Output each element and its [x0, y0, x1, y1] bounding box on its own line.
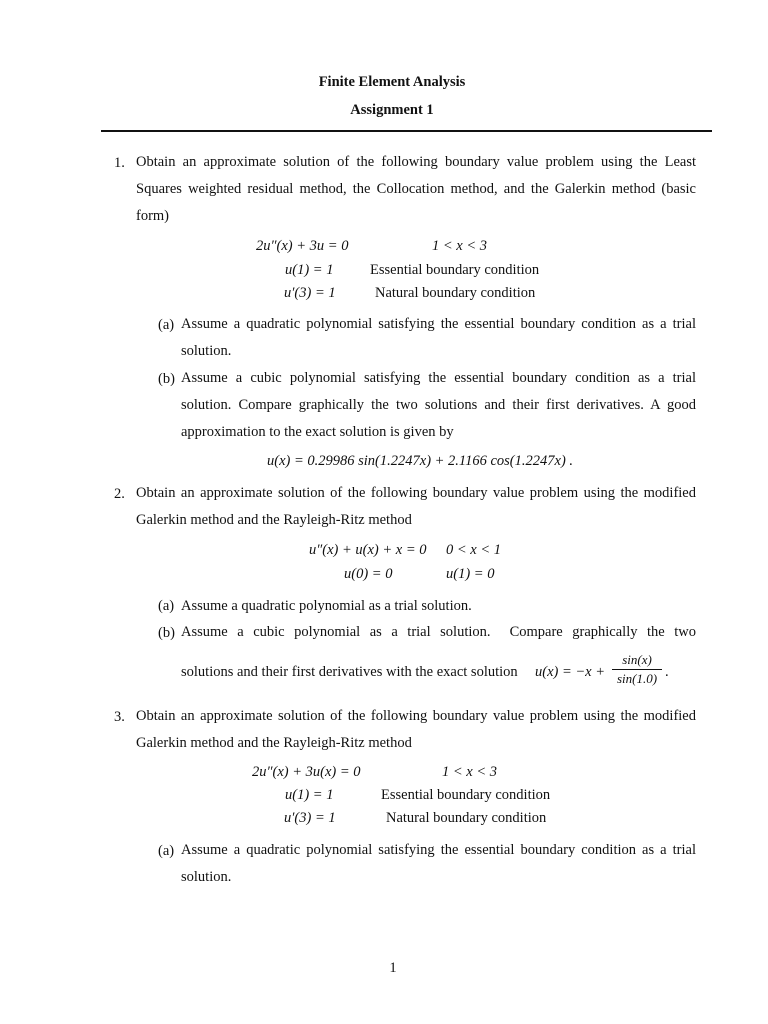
problem-2-part-b-line-1: Assume a cubic polynomial as a trial solution. Compare graphically the two	[181, 624, 696, 640]
problem-3-essential-label: Essential boundary condition	[381, 787, 551, 803]
problem-2-line-2: Galerkin method and the Rayleigh-Ritz method	[136, 512, 412, 528]
problem-3-equation-1: 2u″(x) + 3u(x) = 0	[252, 764, 361, 780]
problem-2-exact-numerator: sin(x)	[622, 652, 652, 667]
problem-1-part-a-text	[181, 311, 696, 365]
problem-1-part-b-line-1: Assume a cubic polynomial satisfying the essential boundary condition as a trial	[181, 370, 696, 386]
problem-2-text	[136, 480, 696, 534]
problem-1-number: 1.	[114, 155, 125, 171]
problem-2-part-b-line-2: solutions and their first derivatives with the exact solution	[181, 664, 518, 680]
problem-2-part-b-label: (b)	[158, 625, 175, 641]
document-subtitle: Assignment 1	[350, 102, 434, 118]
problem-3-number: 3.	[114, 709, 125, 725]
problem-2-exact-fraction	[612, 652, 662, 687]
problem-3-line-1: Obtain an approximate solution of the following boundary value problem using the modified	[136, 708, 696, 724]
problem-1-equation-3: u′(3) = 1	[284, 285, 336, 301]
problem-1-part-b-line-3: approximation to the exact solution is given by	[181, 424, 454, 440]
problem-3-domain: 1 < x < 3	[442, 764, 498, 780]
problem-1-part-b-text	[181, 365, 696, 446]
problem-2-line-1: Obtain an approximate solution of the following boundary value problem using the modified	[136, 485, 696, 501]
problem-3-equation-2: u(1) = 1	[285, 787, 334, 803]
problem-2-domain: 0 < x < 1	[446, 542, 502, 558]
problem-1-line-2: Squares weighted residual method, the Collocation method, and the Galerkin method (basic	[136, 181, 696, 197]
problem-1-part-b-line-2: solution. Compare graphically the two solutions and their first derivatives. A good	[181, 397, 696, 413]
problem-1-equation-2: u(1) = 1	[285, 262, 334, 278]
problem-1-essential-label: Essential boundary condition	[370, 262, 540, 278]
problem-2-exact-denominator: sin(1.0)	[616, 671, 658, 686]
problem-3-text	[136, 703, 696, 757]
page-number: 1	[389, 960, 397, 976]
problem-3-part-a-label: (a)	[158, 843, 175, 859]
problem-2-part-a-label: (a)	[158, 598, 175, 614]
problem-1-line-1: Obtain an approximate solution of the following boundary value problem using the Least	[136, 154, 696, 170]
problem-2-exact-lhs: u(x) = −x +	[535, 664, 606, 680]
problem-1-equation-1: 2u″(x) + 3u = 0	[256, 238, 349, 254]
problem-2-part-b-line-1-wrap	[181, 619, 696, 646]
document-title: Finite Element Analysis	[318, 74, 466, 90]
problem-3-natural-label: Natural boundary condition	[386, 810, 547, 826]
problem-2-part-a-text: Assume a quadratic polynomial as a trial solution.	[181, 598, 472, 614]
problem-1-part-a-line-1: Assume a quadratic polynomial satisfying the essential boundary condition as a trial	[181, 316, 696, 332]
fraction-bar	[612, 669, 662, 670]
problem-2-equation-2-right: u(1) = 0	[446, 566, 495, 582]
problem-1-part-a-line-2: solution.	[181, 343, 232, 359]
header-divider	[101, 130, 712, 132]
problem-1-text	[136, 149, 696, 230]
problem-3-part-a-line-1: Assume a quadratic polynomial satisfying the essential boundary condition as a trial	[181, 842, 696, 858]
problem-3-equation-3: u′(3) = 1	[284, 810, 336, 826]
problem-1-part-b-label: (b)	[158, 371, 175, 387]
problem-1-line-3: form)	[136, 208, 170, 224]
problem-2-exact-end: .	[665, 664, 669, 680]
problem-1-exact-solution: u(x) = 0.29986 sin(1.2247x) + 2.1166 cos(1.2247x) .	[267, 453, 574, 469]
problem-1-part-a-label: (a)	[158, 317, 175, 333]
problem-3-line-2: Galerkin method and the Rayleigh-Ritz method	[136, 735, 412, 751]
problem-2-equation-2: u(0) = 0	[344, 566, 393, 582]
problem-1-domain: 1 < x < 3	[432, 238, 488, 254]
problem-3-part-a-text	[181, 837, 696, 891]
problem-3-part-a-line-2: solution.	[181, 869, 232, 885]
problem-2-number: 2.	[114, 486, 125, 502]
problem-2-equation-1: u″(x) + u(x) + x = 0	[309, 542, 427, 558]
problem-1-natural-label: Natural boundary condition	[375, 285, 536, 301]
